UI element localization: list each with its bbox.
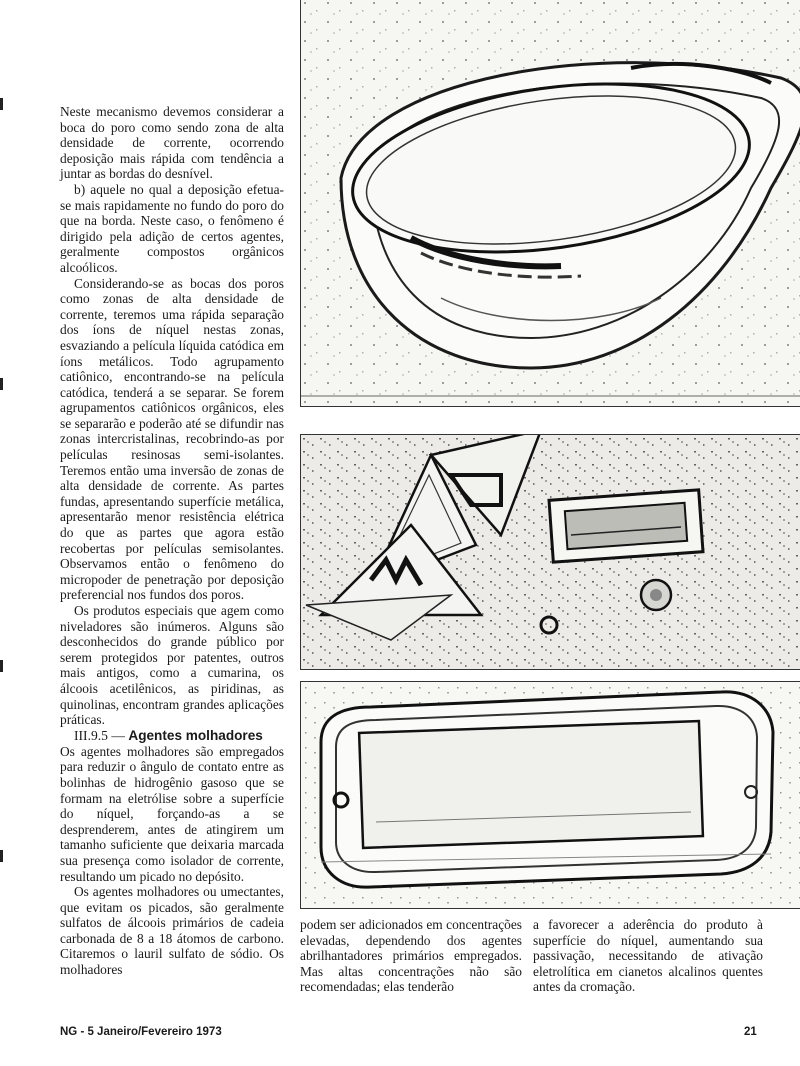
footer-issue-info: NG - 5 Janeiro/Fevereiro 1973 [60,1026,222,1038]
photo-chrome-ring [300,0,800,407]
paragraph: Neste mecanismo devemos considerar a boca do poro como sendo zona de alta densidade de corrente, ocorrendo deposição mais rápida com tendência a juntar as bordas do desnível. [60,104,284,182]
paragraph: Os produtos especiais que agem como niveladores são inúmeros. Alguns são desconhecidos do grande público por serem protegidos por patentes, outros mais antigos, como a cumarina, os álcoois acetilênicos, as piridinas, as quinolinas, encontram grandes aplicações práticas. [60,603,284,728]
paragraph: Os agentes molhadores são empregados para reduzir o ângulo de contato entre as bolinhas de hidrogênio gasoso que se formam na eletrólise sobre a superfície do níquel, forçando-as a se desprenderem, antes de atingirem um tamanho suficiente que deixaria marcada sua presença como isolador de corrente, resultando um picado no depósito. [60,743,284,884]
paragraph: Considerando-se as bocas dos poros como zonas de alta densidade de corrente, teremos uma rápida separação dos íons de níquel nestas zonas, esvaziando a película líquida catódica em íons metálicos. Todo agrupamento catiônico, encontrando-se na película catódica, tenderá a se separar. Se forem agrupamentos catiônicos orgânicos, eles se separarão e poderão até se difundir nas zonas intercristalinas, recobrindo-as por películas resinosas semi-isolantes. Teremos então uma inversão de zonas de alta densidade de corrente. As partes fundas, apresentando superfície metálica, apresentarão menor resistência elétrica do que as partes que agora estão recobertas por películas semisolantes. Observamos então o fenômeno do micropoder de penetração por deposição preferencial nos fundos dos poros. [60,275,284,603]
page-number: 21 [744,1026,757,1038]
section-number: III.9.5 — [74,727,125,743]
right-text-column [533,917,763,995]
margin-mark [0,378,3,390]
photo-rectangular-bezel [300,681,800,909]
paragraph: a favorecer a aderência do produto à superfície do níquel, aumentando sua passivação, necessitando de ativação eletrolítica em cianetos alcalinos quentes antes da cromação. [533,917,763,995]
photo-emblems-and-frame [300,434,800,670]
section-title: Agentes molhadores [128,727,263,743]
paragraph: b) aquele no qual a deposição efetua-se mais rapidamente no fundo do poro do que na borda. Neste caso, o fenômeno é dirigido pela adição de certos agentes, geralmente compostos orgânicos alcoólicos. [60,181,284,275]
left-text-column [60,104,284,978]
paragraph: Os agentes molhadores ou umectantes, que evitam os picados, são geralmente sulfatos de álcoois primários de cadeia carbonada de 8 a 18 átomos de carbono. Citaremos o lauril sulfato de sódio. Os molhadores [60,884,284,978]
margin-mark [0,98,3,110]
margin-mark [0,850,3,862]
paragraph: podem ser adicionados em concentrações elevadas, dependendo dos agentes abrilhantadores primários empregados. Mas altas concentrações não são recomendadas; elas tenderão [300,917,522,995]
margin-mark [0,660,3,672]
section-heading [60,728,284,744]
middle-text-column [300,917,522,995]
